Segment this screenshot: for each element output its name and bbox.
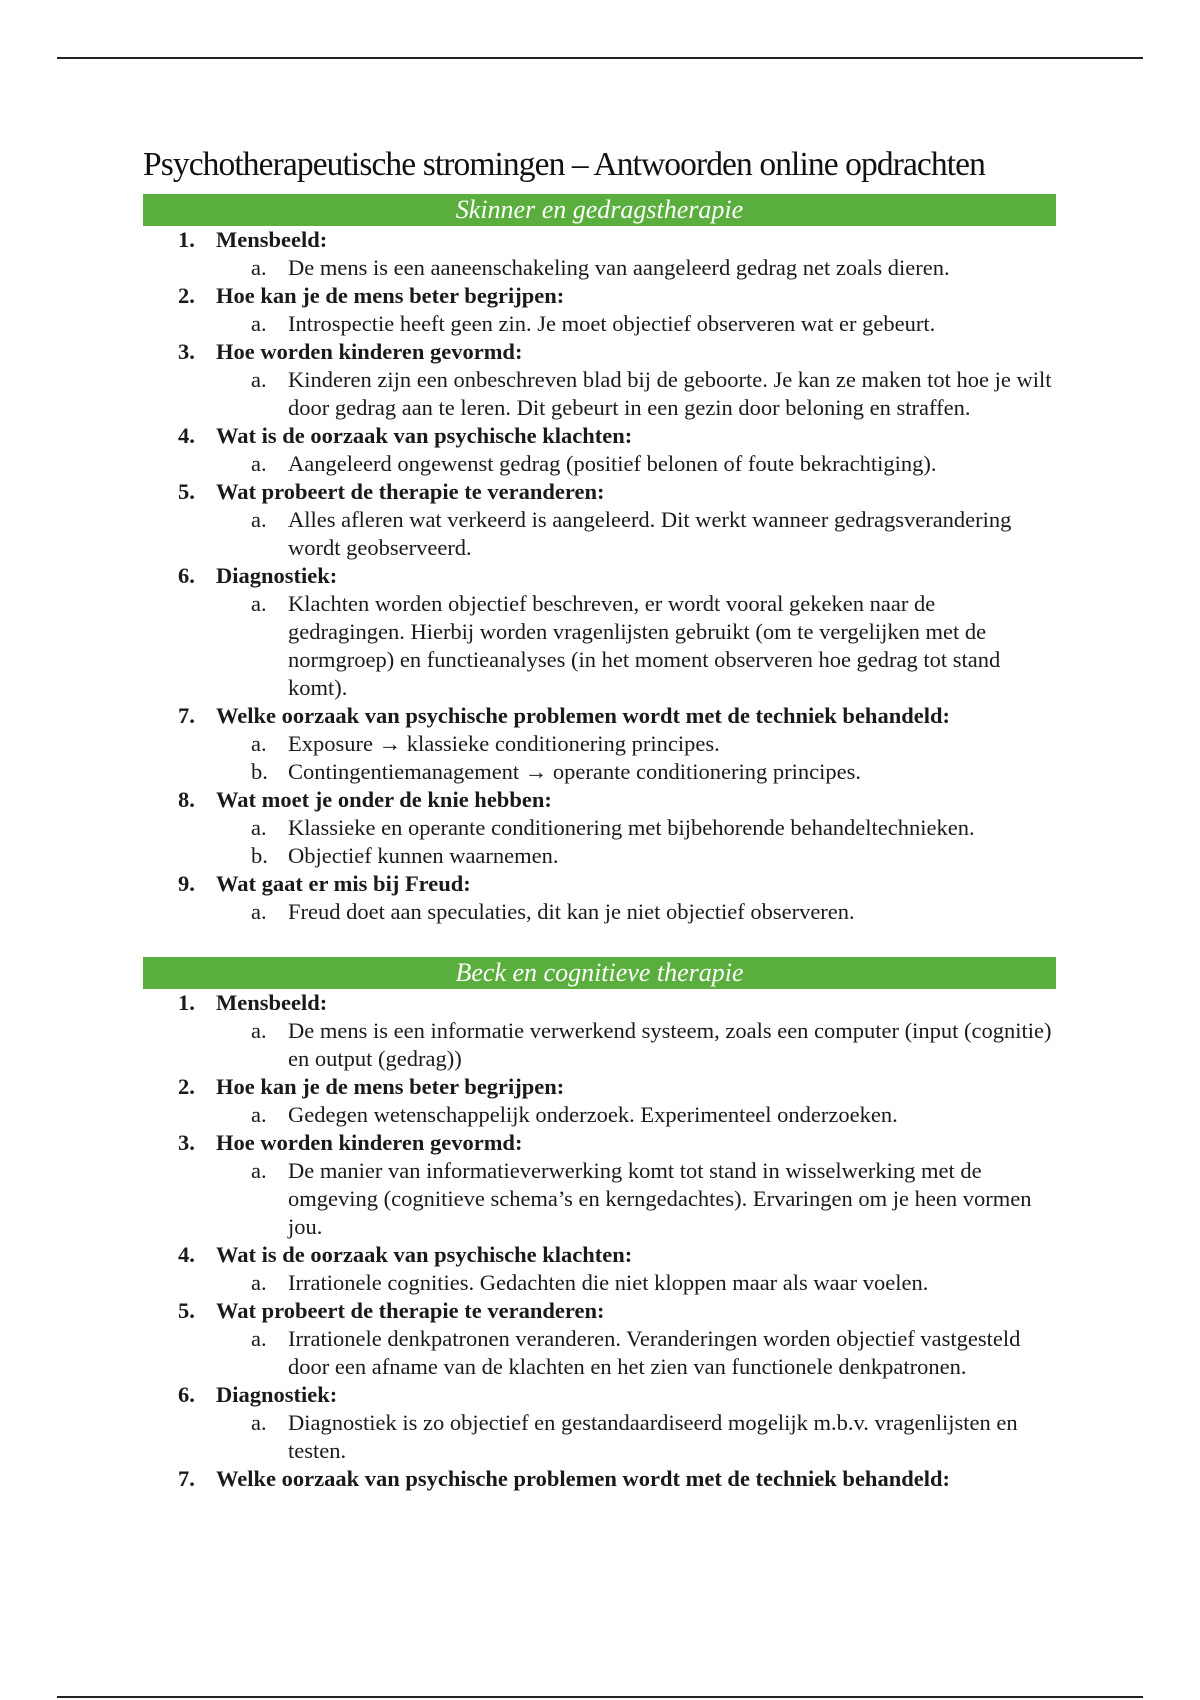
- answer-list: [143, 1325, 1056, 1381]
- answer-item: [143, 590, 1056, 702]
- answer-letter: a.: [251, 255, 267, 280]
- answer-list: [143, 898, 1056, 926]
- question-number: 1.: [178, 990, 195, 1015]
- answer-text: Exposure → klassieke conditionering principes.: [288, 731, 720, 756]
- answer-item: [143, 506, 1056, 562]
- section-heading: Skinner en gedragstherapie: [143, 194, 1056, 226]
- answer-list: [143, 590, 1056, 702]
- question-item: [143, 562, 1056, 702]
- answer-item: [143, 758, 1056, 786]
- question-text: Hoe kan je de mens beter begrijpen:: [216, 1074, 565, 1099]
- question-item: [143, 422, 1056, 478]
- answer-list: [143, 366, 1056, 422]
- answer-list: [143, 450, 1056, 478]
- answer-letter: a.: [251, 1270, 267, 1295]
- question-heading: [143, 422, 1056, 450]
- answer-list: [143, 254, 1056, 282]
- question-item: [143, 1073, 1056, 1129]
- question-text: Wat is de oorzaak van psychische klachten:: [216, 1242, 633, 1267]
- question-item: [143, 702, 1056, 786]
- question-heading: [143, 702, 1056, 730]
- answer-list: [143, 506, 1056, 562]
- question-heading: [143, 562, 1056, 590]
- question-item: [143, 1381, 1056, 1465]
- question-item: [143, 226, 1056, 282]
- question-number: 4.: [178, 1242, 195, 1267]
- section: [143, 957, 1056, 1493]
- answer-text: Freud doet aan speculaties, dit kan je niet objectief observeren.: [288, 899, 855, 924]
- answer-letter: a.: [251, 451, 267, 476]
- answer-text: Aangeleerd ongewenst gedrag (positief belonen of foute bekrachtiging).: [288, 451, 937, 476]
- question-text: Hoe worden kinderen gevormd:: [216, 1130, 523, 1155]
- answer-letter: a.: [251, 815, 267, 840]
- section-heading: Beck en cognitieve therapie: [143, 957, 1056, 989]
- answer-text: De mens is een aaneenschakeling van aangeleerd gedrag net zoals dieren.: [288, 255, 950, 280]
- answer-text: Klachten worden objectief beschreven, er wordt vooral gekeken naar de gedragingen. Hierbij worden vragenlijsten gebruikt (om te vergelijken met de normgroep) en functieanalyses (in het moment observeren hoe gedrag tot stand komt).: [288, 591, 1001, 700]
- question-item: [143, 1129, 1056, 1241]
- answer-item: [143, 366, 1056, 422]
- answer-letter: a.: [251, 1158, 267, 1183]
- question-heading: [143, 870, 1056, 898]
- question-heading: [143, 1129, 1056, 1157]
- question-number: 9.: [178, 871, 195, 896]
- answer-item: [143, 1017, 1056, 1073]
- question-number: 2.: [178, 1074, 195, 1099]
- answer-text: Diagnostiek is zo objectief en gestandaardiseerd mogelijk m.b.v. vragenlijsten en testen.: [288, 1410, 1018, 1463]
- answer-list: [143, 730, 1056, 786]
- answer-letter: a.: [251, 311, 267, 336]
- answer-item: [143, 1157, 1056, 1241]
- question-number: 8.: [178, 787, 195, 812]
- answer-letter: a.: [251, 1326, 267, 1351]
- document-title: Psychotherapeutische stromingen – Antwoorden online opdrachten: [143, 146, 985, 183]
- question-number: 4.: [178, 423, 195, 448]
- answer-letter: a.: [251, 507, 267, 532]
- question-text: Mensbeeld:: [216, 990, 328, 1015]
- answer-list: [143, 1269, 1056, 1297]
- question-item: [143, 1297, 1056, 1381]
- question-text: Wat probeert de therapie te veranderen:: [216, 479, 605, 504]
- answer-list: [143, 814, 1056, 870]
- question-text: Hoe worden kinderen gevormd:: [216, 339, 523, 364]
- answer-letter: b.: [251, 759, 268, 784]
- answer-item: [143, 1325, 1056, 1381]
- question-heading: [143, 1465, 1056, 1493]
- answer-text: Introspectie heeft geen zin. Je moet objectief observeren wat er gebeurt.: [288, 311, 936, 336]
- question-text: Mensbeeld:: [216, 227, 328, 252]
- question-number: 7.: [178, 703, 195, 728]
- answer-text: Irrationele cognities. Gedachten die niet kloppen maar als waar voelen.: [288, 1270, 929, 1295]
- answer-item: [143, 842, 1056, 870]
- question-number: 2.: [178, 283, 195, 308]
- answer-text: Objectief kunnen waarnemen.: [288, 843, 559, 868]
- question-heading: [143, 1241, 1056, 1269]
- answer-item: [143, 1269, 1056, 1297]
- answer-letter: b.: [251, 843, 268, 868]
- question-number: 7.: [178, 1466, 195, 1491]
- answer-text: Gedegen wetenschappelijk onderzoek. Experimenteel onderzoeken.: [288, 1102, 898, 1127]
- question-text: Wat is de oorzaak van psychische klachten:: [216, 423, 633, 448]
- question-item: [143, 870, 1056, 926]
- question-heading: [143, 478, 1056, 506]
- sections-container: [143, 194, 1056, 1493]
- answer-text: De manier van informatieverwerking komt tot stand in wisselwerking met de omgeving (cognitieve schema’s en kerngedachtes). Ervaringen om je heen vormen jou.: [288, 1158, 1032, 1239]
- answer-text: De mens is een informatie verwerkend systeem, zoals een computer (input (cognitie) en output (gedrag)): [288, 1018, 1052, 1071]
- question-item: [143, 1241, 1056, 1297]
- answer-text: Contingentiemanagement → operante conditionering principes.: [288, 759, 861, 784]
- question-heading: [143, 282, 1056, 310]
- question-number: 6.: [178, 1382, 195, 1407]
- question-number: 5.: [178, 1298, 195, 1323]
- document-page: [143, 140, 1056, 1493]
- question-text: Diagnostiek:: [216, 1382, 338, 1407]
- question-heading: [143, 1073, 1056, 1101]
- section: [143, 194, 1056, 926]
- answer-letter: a.: [251, 1102, 267, 1127]
- answer-item: [143, 450, 1056, 478]
- question-text: Welke oorzaak van psychische problemen wordt met de techniek behandeld:: [216, 703, 950, 728]
- question-item: [143, 478, 1056, 562]
- answer-list: [143, 310, 1056, 338]
- question-item: [143, 282, 1056, 338]
- answer-letter: a.: [251, 731, 267, 756]
- question-heading: [143, 989, 1056, 1017]
- answer-letter: a.: [251, 591, 267, 616]
- question-heading: [143, 226, 1056, 254]
- question-text: Diagnostiek:: [216, 563, 338, 588]
- answer-list: [143, 1017, 1056, 1073]
- question-item: [143, 786, 1056, 870]
- answer-text: Klassieke en operante conditionering met bijbehorende behandeltechnieken.: [288, 815, 975, 840]
- question-list: [143, 226, 1056, 926]
- question-item: [143, 989, 1056, 1073]
- answer-list: [143, 1409, 1056, 1465]
- question-number: 6.: [178, 563, 195, 588]
- answer-text: Kinderen zijn een onbeschreven blad bij de geboorte. Je kan ze maken tot hoe je wilt door gedrag aan te leren. Dit gebeurt in een gezin door beloning en straffen.: [288, 367, 1052, 420]
- answer-letter: a.: [251, 367, 267, 392]
- question-text: Hoe kan je de mens beter begrijpen:: [216, 283, 565, 308]
- answer-item: [143, 1101, 1056, 1129]
- question-number: 5.: [178, 479, 195, 504]
- question-heading: [143, 786, 1056, 814]
- header-rule: [57, 57, 1143, 59]
- question-item: [143, 338, 1056, 422]
- answer-list: [143, 1101, 1056, 1129]
- question-heading: [143, 1381, 1056, 1409]
- question-number: 3.: [178, 339, 195, 364]
- question-number: 1.: [178, 227, 195, 252]
- question-heading: [143, 338, 1056, 366]
- answer-item: [143, 310, 1056, 338]
- answer-text: Alles afleren wat verkeerd is aangeleerd. Dit werkt wanneer gedragsverandering wordt geobserveerd.: [288, 507, 1012, 560]
- question-text: Wat gaat er mis bij Freud:: [216, 871, 471, 896]
- question-text: Wat probeert de therapie te veranderen:: [216, 1298, 605, 1323]
- answer-list: [143, 1157, 1056, 1241]
- answer-item: [143, 1409, 1056, 1465]
- answer-item: [143, 814, 1056, 842]
- answer-text: Irrationele denkpatronen veranderen. Veranderingen worden objectief vastgesteld door een afname van de klachten en het zien van functionele denkpatronen.: [288, 1326, 1021, 1379]
- answer-letter: a.: [251, 1410, 267, 1435]
- question-list: [143, 989, 1056, 1493]
- answer-letter: a.: [251, 1018, 267, 1043]
- question-number: 3.: [178, 1130, 195, 1155]
- answer-letter: a.: [251, 899, 267, 924]
- question-item: [143, 1465, 1056, 1493]
- answer-item: [143, 254, 1056, 282]
- question-text: Wat moet je onder de knie hebben:: [216, 787, 552, 812]
- footer-rule: [57, 1696, 1143, 1698]
- question-text: Welke oorzaak van psychische problemen wordt met de techniek behandeld:: [216, 1466, 950, 1491]
- answer-item: [143, 898, 1056, 926]
- question-heading: [143, 1297, 1056, 1325]
- answer-item: [143, 730, 1056, 758]
